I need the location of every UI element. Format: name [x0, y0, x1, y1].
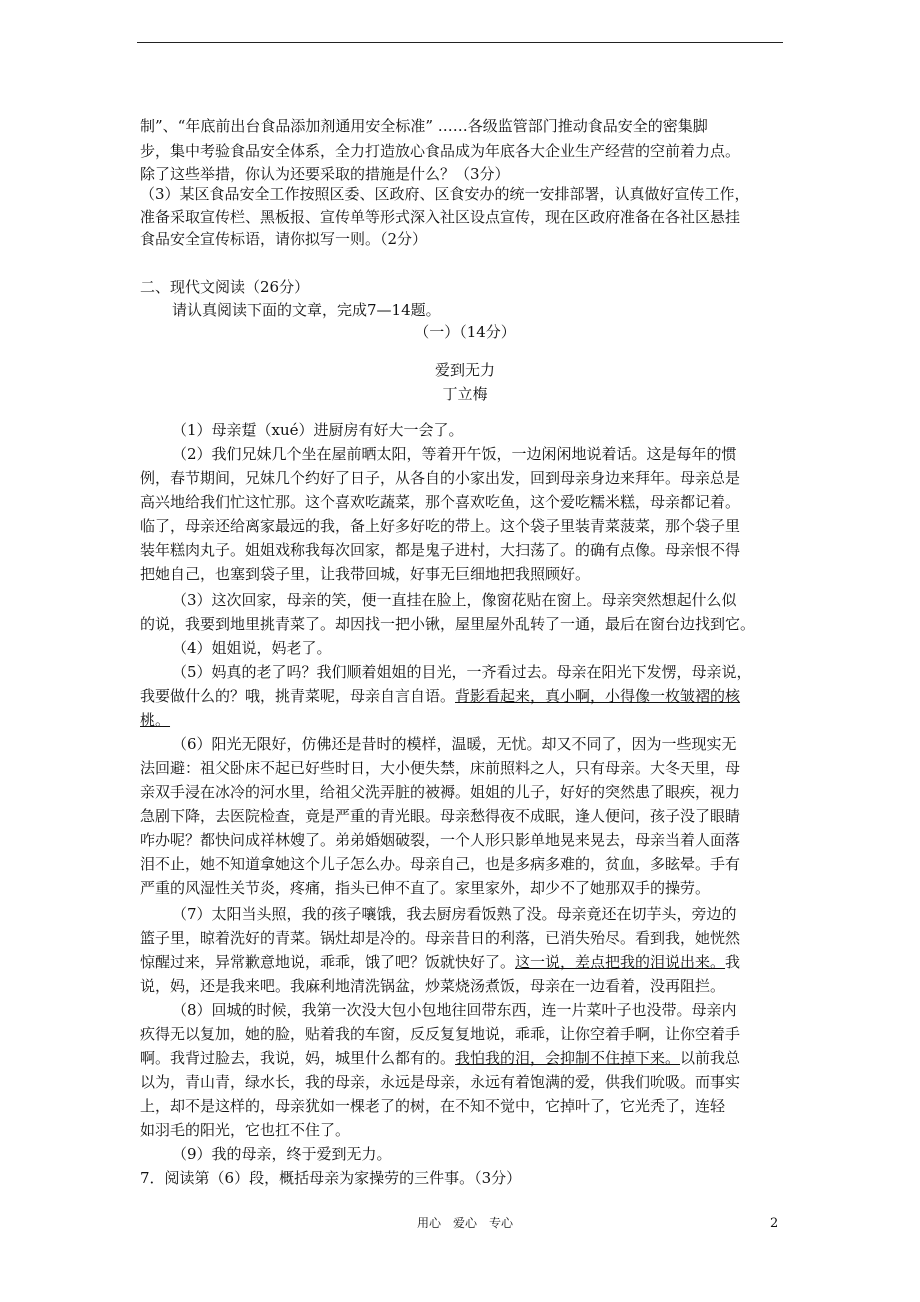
page-number: 2 — [770, 1216, 779, 1231]
paragraph-line — [140, 686, 790, 706]
part-heading: （一）（14分） — [414, 323, 516, 341]
paragraph-line: 泪不止，她不知道拿她这个儿子怎么办。母亲自己，也是多病多难的，贫血，多眩晕。手有 — [140, 855, 741, 873]
paragraph-line: （3）这次回家，母亲的笑，便一直挂在脸上，像窗花贴在窗上。母亲突然想起什么似 — [172, 591, 737, 609]
paragraph-line: （8）回城的时候，我第一次没大包小包地往回带东西，连一片菜叶子也没带。母亲内 — [172, 1001, 737, 1019]
plain-text: 我要做什么的？哦，挑青菜呢，母亲自言自语。 — [140, 687, 456, 705]
paragraph-line: 上，却不是这样的，母亲犹如一棵老了的树，在不知不觉中，它掉叶了，它光秃了，连轻 — [140, 1097, 726, 1115]
paragraph-line: （5）妈真的老了吗？我们顺着姐姐的目光，一齐看过去。母亲在阳光下发愣，母亲说， — [172, 663, 752, 681]
question-text-line: （3）某区食品安全工作按照区委、区政府、区食安办的统一安排部署，认真做好宣传工作， — [140, 185, 750, 203]
paragraph-line: 亲双手浸在冰冷的河水里，给祖父洗弄脏的被褥。姐姐的儿子，好好的突然患了眼疾，视力 — [140, 783, 741, 801]
paragraph-line: （7）太阳当头照，我的孩子嚷饿，我去厨房看饭熟了没。母亲竟还在切芋头，旁边的 — [172, 905, 737, 923]
paragraph-line: 的说，我要到地里挑青菜了。却因找一把小锹，屋里屋外乱转了一通，最后在窗台边找到它。 — [140, 615, 756, 633]
paragraph-line: （6）阳光无限好，仿佛还是昔时的模样，温暖，无忧。却又不同了，因为一些现实无 — [172, 735, 737, 753]
paragraph-line: 急剧下降，去医院检查，竟是严重的青光眼。母亲愁得夜不成眠，逢人便问，孩子没了眼睛 — [140, 807, 741, 825]
article-author: 丁立梅 — [442, 385, 488, 403]
paragraph-line: （9）我的母亲，终于爱到无力。 — [172, 1145, 392, 1163]
paragraph-line: 疚得无以复加，她的脸，贴着我的车窗，反反复复地说，乖乖，让你空着手啊，让你空着手 — [140, 1025, 741, 1043]
paragraph-line: （4）姐姐说，妈老了。 — [172, 639, 332, 657]
plain-text: 惊醒过来，异常歉意地说，乖乖，饿了吧？饭就快好了。 — [140, 953, 516, 971]
paragraph-line: 把她自己，也塞到袋子里，让我带回城，好事无巨细地把我照顾好。 — [140, 565, 591, 583]
underlined-text: 这一说，差点把我的泪说出来。 — [515, 953, 726, 971]
paragraph-line: （2）我们兄妹几个坐在屋前晒太阳，等着开午饭，一边闲闲地说着话。这是每年的惯 — [172, 445, 737, 463]
paragraph-line: 严重的风湿性关节炎，疼痛，指头已伸不直了。家里家外，却少不了她那双手的操劳。 — [140, 879, 711, 897]
paragraph-line: 如羽毛的阳光，它也扛不住了。 — [140, 1121, 351, 1139]
paragraph-line: 临了，母亲还给离家最远的我，备上好多好吃的带上。这个袋子里装青菜菠菜，那个袋子里 — [140, 517, 741, 535]
article-title: 爱到无力 — [434, 361, 495, 379]
underlined-text: 桃。 — [140, 711, 171, 729]
question-text-line: 准备采取宣传栏、黑板报、宣传单等形式深入社区设点宣传，现在区政府准备在各社区悬挂 — [140, 208, 741, 226]
underlined-text: 我怕我的泪，会抑制不住掉下来。 — [455, 1049, 681, 1067]
plain-text: 啊。我背过脸去，我说，妈，城里什么都有的。 — [140, 1049, 456, 1067]
paragraph-line: 咋办呢？都快问成祥林嫂了。弟弟婚姻破裂，一个人形只影单地晃来晃去，母亲当着人面落 — [140, 831, 741, 849]
paragraph-line: 法回避：祖父卧床不起已好些时日，大小便失禁，床前照料之人，只有母亲。大冬天里，母 — [140, 759, 741, 777]
paragraph-line: 例，春节期间，兄妹几个约好了日子，从各自的小家出发，回到母亲身边来拜年。母亲总是 — [140, 469, 741, 487]
underlined-text: 背影看起来，真小啊，小得像一枚皱褶的核 — [455, 687, 741, 705]
plain-text: 我 — [725, 953, 741, 971]
question-text-line: 步，集中考验食品安全体系，全力打造放心食品成为年底各大企业生产经营的空前着力点。 — [140, 142, 741, 160]
paragraph-line — [140, 1048, 790, 1068]
section-title: 二、现代文阅读（26分） — [140, 278, 310, 296]
paragraph-line: 篮子里，晾着洗好的青菜。锅灶却是冷的。母亲昔日的利落，已消失殆尽。看到我，她恍然 — [140, 929, 741, 947]
header-rule — [137, 42, 783, 43]
question-7: 7．阅读第（6）段，概括母亲为家操劳的三件事。（3分） — [140, 1169, 522, 1187]
paragraph-line: 以为，青山青，绿水长，我的母亲，永远是母亲，永远有着饱满的爱，供我们吮吸。而事实 — [140, 1073, 741, 1091]
question-text-line: 食品安全宣传标语，请你拟写一则。（2分） — [140, 230, 428, 248]
footer-slogan: 用心 爱心 专心 — [416, 1216, 513, 1230]
plain-text: 以前我总 — [680, 1049, 741, 1067]
paragraph-line: 高兴地给我们忙这忙那。这个喜欢吃蔬菜，那个喜欢吃鱼，这个爱吃糯米糕，母亲都记着。 — [140, 493, 741, 511]
paragraph-line — [140, 952, 790, 972]
question-text-line: 除了这些举措，你认为还要采取的措施是什么？（3分） — [140, 165, 510, 183]
paragraph-line: （1）母亲踅（xué）进厨房有好大一会了。 — [172, 421, 464, 439]
paragraph-line: 说，妈，还是我来吧。我麻利地清洗锅盆，炒菜烧汤煮饭，母亲在一边看着，没再阻拦。 — [140, 977, 726, 995]
paragraph-line — [140, 710, 790, 730]
section-instruction: 请认真阅读下面的文章，完成7—14题。 — [172, 301, 441, 319]
question-text-line: 制”、“年底前出台食品添加剂通用安全标准” ……各级监管部门推动食品安全的密集脚 — [140, 117, 708, 135]
paragraph-line: 装年糕肉丸子。姐姐戏称我每次回家，都是鬼子进村，大扫荡了。的确有点像。母亲恨不得 — [140, 541, 741, 559]
